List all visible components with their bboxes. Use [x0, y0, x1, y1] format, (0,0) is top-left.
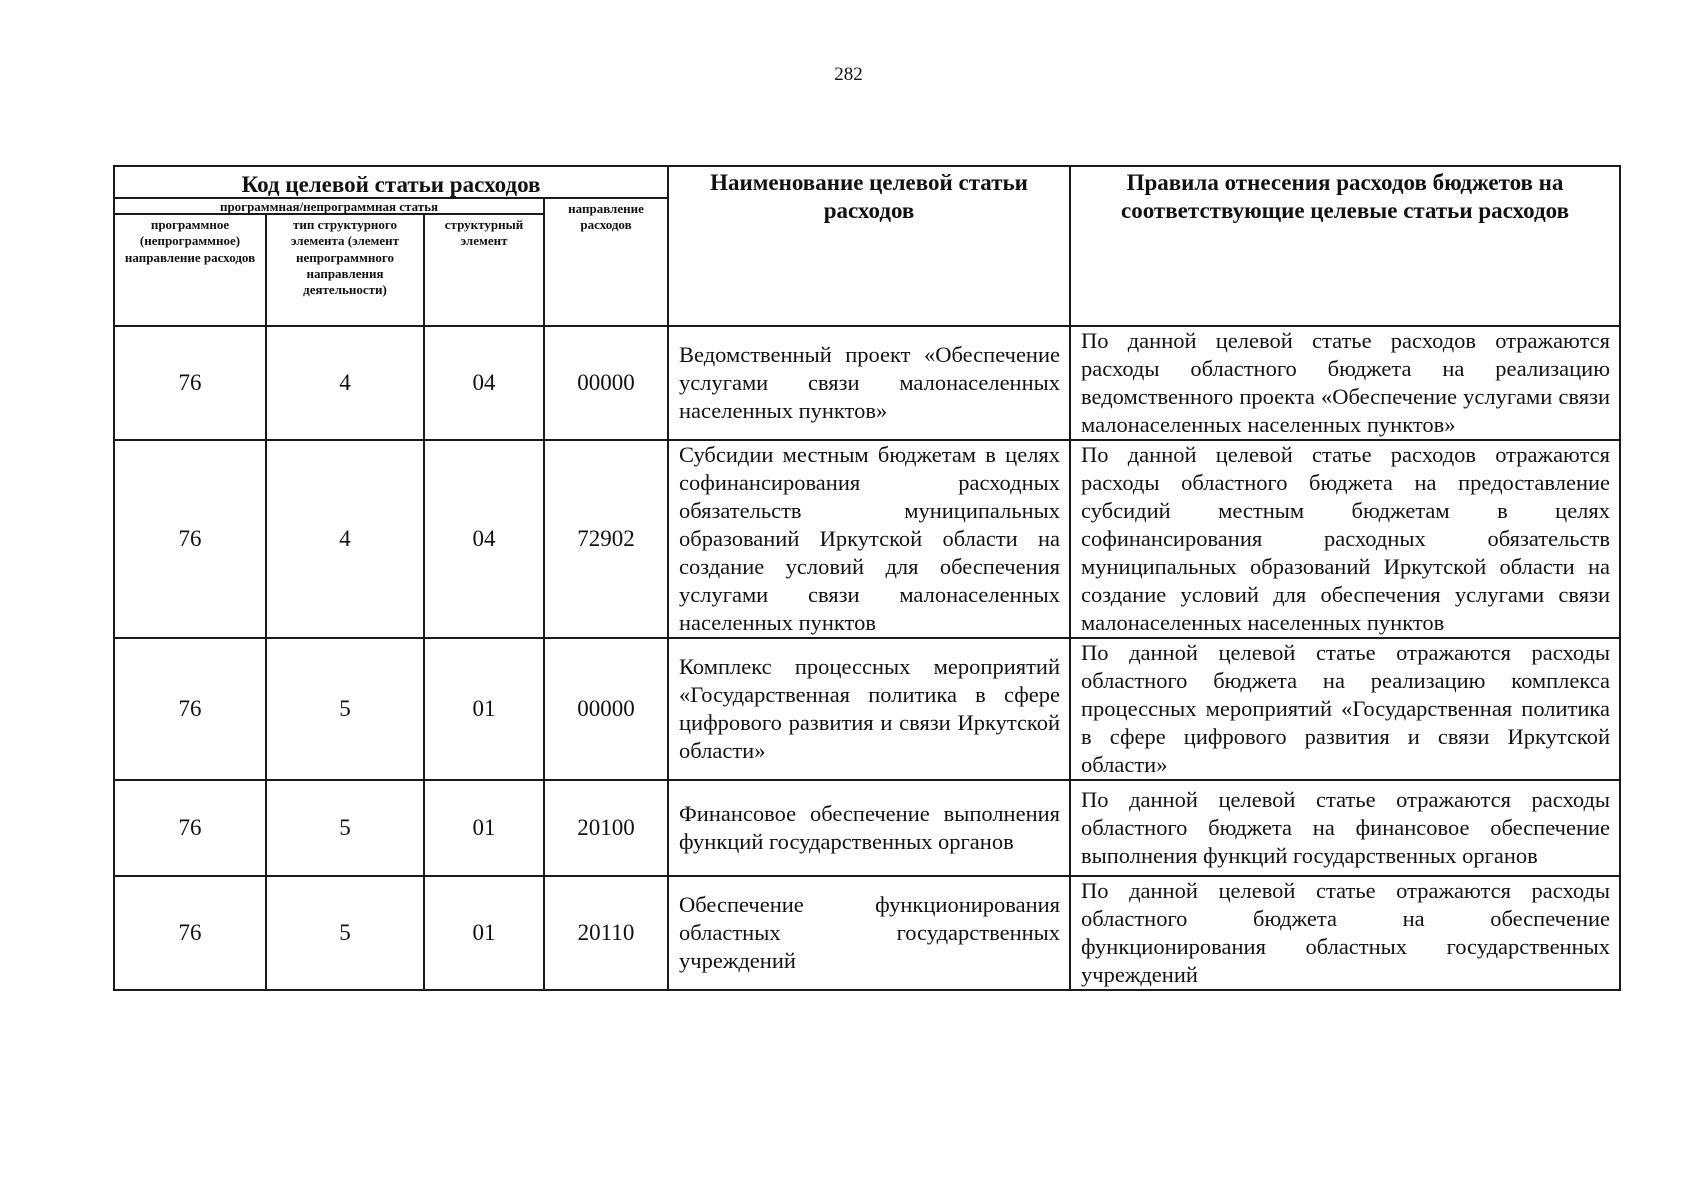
cell-rule: По данной целевой статье расходов отражаются расходы областного бюджета на предоставление субсидий местным бюджетам в целях софинансирования расходных обязательств муниципальных образований Иркутской области на создание условий для обеспечения услугами связи малонаселенных населенных пунктов	[1070, 440, 1620, 638]
cell-element: 04	[424, 440, 544, 638]
table-row	[114, 440, 1620, 638]
header-element: структурный элемент	[424, 214, 544, 326]
header-name: Наименование целевой статьи расходов	[668, 166, 1070, 326]
header-code-group: Код целевой статьи расходов	[114, 166, 668, 198]
cell-direction: 20100	[544, 780, 668, 876]
cell-element: 04	[424, 326, 544, 440]
header-program-article: программная/непрограммная статья	[114, 198, 544, 214]
header-rules: Правила отнесения расходов бюджетов на соответствующие целевые статьи расходов	[1070, 166, 1620, 326]
cell-program: 76	[114, 638, 266, 780]
cell-type: 5	[266, 780, 424, 876]
target-expense-table	[113, 165, 1621, 991]
table-row	[114, 780, 1620, 876]
cell-element: 01	[424, 638, 544, 780]
cell-name: Обеспечение функционирования областных государственных учреждений	[668, 876, 1070, 990]
cell-rule: По данной целевой статье отражаются расходы областного бюджета на обеспечение функционирования областных государственных учреждений	[1070, 876, 1620, 990]
cell-direction: 20110	[544, 876, 668, 990]
cell-name: Ведомственный проект «Обеспечение услугами связи малонаселенных населенных пунктов»	[668, 326, 1070, 440]
cell-element: 01	[424, 876, 544, 990]
cell-rule: По данной целевой статье отражаются расходы областного бюджета на реализацию комплекса процессных мероприятий «Государственная политика в сфере цифрового развития и связи Иркутской области»	[1070, 638, 1620, 780]
cell-type: 5	[266, 876, 424, 990]
cell-rule: По данной целевой статье расходов отражаются расходы областного бюджета на реализацию ведомственного проекта «Обеспечение услугами связи малонаселенных населенных пунктов»	[1070, 326, 1620, 440]
page-number: 282	[834, 64, 863, 85]
cell-direction: 00000	[544, 326, 668, 440]
cell-name: Финансовое обеспечение выполнения функций государственных органов	[668, 780, 1070, 876]
cell-program: 76	[114, 440, 266, 638]
cell-direction: 00000	[544, 638, 668, 780]
cell-name: Комплекс процессных мероприятий «Государственная политика в сфере цифрового развития и связи Иркутской области»	[668, 638, 1070, 780]
header-direction: направление расходов	[544, 198, 668, 326]
header-type: тип структурного элемента (элемент непрограммного направления деятельности)	[266, 214, 424, 326]
table-row	[114, 326, 1620, 440]
cell-type: 4	[266, 440, 424, 638]
cell-type: 5	[266, 638, 424, 780]
cell-rule: По данной целевой статье отражаются расходы областного бюджета на финансовое обеспечение выполнения функций государственных органов	[1070, 780, 1620, 876]
table-row	[114, 876, 1620, 990]
header-program: программное (непрограммное) направление расходов	[114, 214, 266, 326]
cell-element: 01	[424, 780, 544, 876]
cell-direction: 72902	[544, 440, 668, 638]
cell-name: Субсидии местным бюджетам в целях софинансирования расходных обязательств муниципальных образований Иркутской области на создание условий для обеспечения услугами связи малонаселенных населенных пунктов	[668, 440, 1070, 638]
cell-program: 76	[114, 326, 266, 440]
cell-program: 76	[114, 876, 266, 990]
cell-program: 76	[114, 780, 266, 876]
cell-type: 4	[266, 326, 424, 440]
table-row	[114, 638, 1620, 780]
